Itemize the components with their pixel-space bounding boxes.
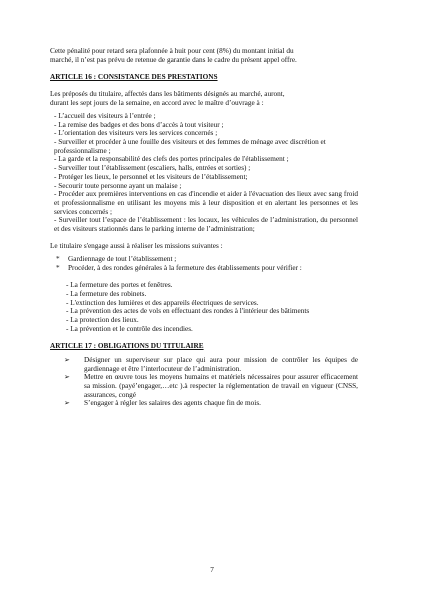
missions-intro: Le titulaire s'engage aussi à réaliser les missions suivantes : bbox=[50, 242, 223, 251]
arrow-bullet-icon: ➢ bbox=[64, 373, 70, 382]
article-16-intro-1: Les préposés du titulaire, affectés dans les bâtiments désignés au marché, auront, bbox=[50, 90, 285, 99]
list-item bbox=[50, 264, 358, 273]
list-item: - Surveiller et procéder à une fouille des visiteurs et des femmes de ménage avec discrétion et professionnalisme ; bbox=[54, 138, 326, 155]
article-17-heading: ARTICLE 17 : OBLIGATIONS DU TITULAIRE bbox=[50, 342, 204, 351]
list-item: - La protection des lieux. bbox=[66, 316, 139, 325]
list-item: - Secourir toute personne ayant un malaise ; bbox=[54, 181, 182, 190]
list-item: - Surveiller tout l’espace de l’établissement : les locaux, les véhicules de l’administration, du personnel et des visiteurs stationnés dans le parking interne de l’administration; bbox=[54, 216, 358, 234]
list-item: - La fermeture des portes et fenêtres. bbox=[66, 281, 173, 290]
list-item bbox=[50, 356, 358, 373]
article-16-heading: ARTICLE 16 : CONSISTANCE DES PRESTATIONS bbox=[50, 73, 218, 82]
list-item: - L’accueil des visiteurs à l’entrée ; bbox=[54, 111, 156, 120]
obligation-text: Mettre en œuvre tous les moyens humains et matériels nécessaires pour assurer efficacement sa mission. (payé’engager,…etc ).à respecter la réglementation de travail en vigueur (CNSS, assurances, congé bbox=[84, 373, 358, 399]
bullet-text: Procéder, à des rondes générales à la fermeture des établissements pour vérifier : bbox=[68, 263, 302, 272]
list-item: - Surveiller tout l’établissement (escaliers, halls, entrées et sorties) ; bbox=[54, 164, 251, 173]
list-item: - La prévention des actes de vols en effectuant des rondes à l'intérieur des bâtiments bbox=[66, 307, 310, 316]
arrow-bullet-icon: ➢ bbox=[64, 399, 70, 408]
page-number: 7 bbox=[210, 566, 214, 574]
list-item: - La remise des badges et des bons d’accès à tout visiteur ; bbox=[54, 120, 224, 129]
arrow-bullet-icon: ➢ bbox=[64, 355, 70, 364]
list-item: - Protéger les lieux, le personnel et les visiteurs de l’établissement; bbox=[54, 172, 248, 181]
list-item: - L’orientation des visiteurs vers les services concernés ; bbox=[54, 129, 218, 138]
obligation-text: S’engager à régler les salaires des agents chaque fin de mois. bbox=[84, 399, 261, 408]
article-16-intro-2: durant les sept jours de la semaine, en accord avec le maître d’ouvrage à : bbox=[50, 99, 264, 108]
bullet-text: Gardiennage de tout l’établissement ; bbox=[68, 255, 177, 264]
list-item: - Procéder aux premières interventions en cas d'incendie et aider à l'évacuation des lieux avec sang froid et professionnalisme en utilisant les moyens mis à leur disposition et en alertant les personnes et les services concernés ; bbox=[54, 190, 358, 216]
missions-list bbox=[50, 255, 358, 272]
asterisk-bullet-icon: * bbox=[56, 263, 60, 272]
list-item bbox=[50, 373, 358, 399]
list-item: - La garde et la responsabilité des clefs des portes principales de l'établissement ; bbox=[54, 155, 289, 164]
list-item bbox=[50, 399, 358, 408]
intro-line-1: Cette pénalité pour retard sera plafonnée à huit pour cent (8%) du montant initial du bbox=[50, 47, 294, 55]
page-content bbox=[50, 47, 358, 408]
prestations-list bbox=[50, 112, 358, 234]
intro-line-2: marché, il n’est pas prévu de retenue de garantie dans le cadre du présent appel offre. bbox=[50, 55, 297, 64]
obligation-text: Désigner un superviseur sur place qui aura pour mission de contrôler les équipes de gardiennage et être l’interlocuteur de l’administration. bbox=[84, 355, 358, 373]
list-item: - La prévention et le contrôle des incendies. bbox=[66, 324, 193, 333]
list-item bbox=[50, 255, 358, 264]
asterisk-bullet-icon: * bbox=[56, 255, 60, 264]
list-item: - La fermeture des robinets. bbox=[66, 289, 147, 298]
verification-list bbox=[50, 281, 358, 333]
list-item: - L'extinction des lumières et des appareils électriques de services. bbox=[66, 298, 259, 307]
obligations-list bbox=[50, 356, 358, 408]
